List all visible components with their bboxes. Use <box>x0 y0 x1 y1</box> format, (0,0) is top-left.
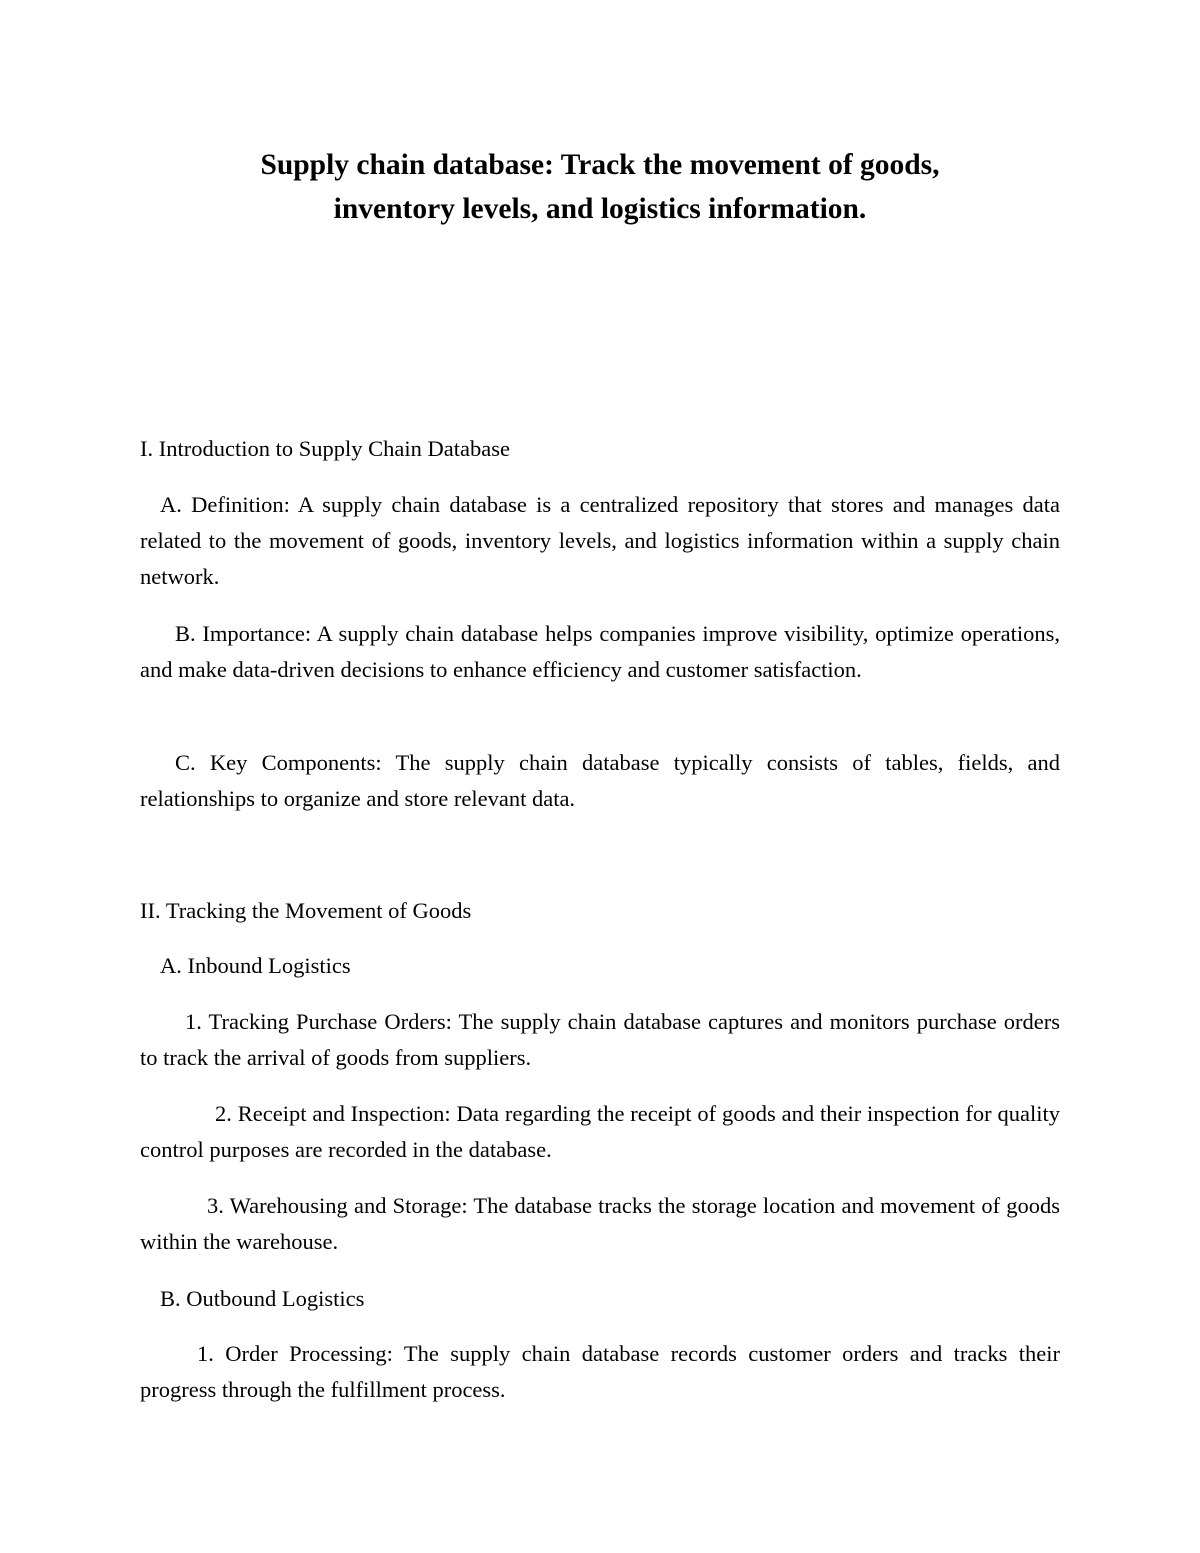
paragraph-definition: A. Definition: A supply chain database is a centralized repository that stores and manages data related to the movement of goods, inventory levels, and logistics information within a supply chain network. <box>140 492 1060 589</box>
paragraph-warehousing-storage: 3. Warehousing and Storage: The database tracks the storage location and movement of goods within the warehouse. <box>140 1193 1060 1254</box>
paragraph-order-processing: 1. Order Processing: The supply chain database records customer orders and tracks their progress through the fulfillment process. <box>140 1341 1060 1402</box>
section-heading-introduction: I. Introduction to Supply Chain Database <box>140 436 510 461</box>
paragraph-tracking-purchase-orders: 1. Tracking Purchase Orders: The supply chain database captures and monitors purchase orders to track the arrival of goods from suppliers. <box>140 1009 1060 1070</box>
title-line-2: inventory levels, and logistics information. <box>333 193 867 225</box>
subheading-outbound-logistics: B. Outbound Logistics <box>160 1286 365 1311</box>
subheading-inbound-logistics: A. Inbound Logistics <box>160 953 351 978</box>
paragraph-importance: B. Importance: A supply chain database helps companies improve visibility, optimize operations, and make data-driven decisions to enhance efficiency and customer satisfaction. <box>140 621 1060 682</box>
page-title <box>140 143 1060 231</box>
title-line-1: Supply chain database: Track the movement of goods, <box>260 149 940 181</box>
paragraph-key-components: C. Key Components: The supply chain database typically consists of tables, fields, and relationships to organize and store relevant data. <box>140 750 1060 811</box>
paragraph-receipt-inspection: 2. Receipt and Inspection: Data regarding the receipt of goods and their inspection for quality control purposes are recorded in the database. <box>140 1101 1060 1162</box>
section-heading-tracking: II. Tracking the Movement of Goods <box>140 898 472 923</box>
